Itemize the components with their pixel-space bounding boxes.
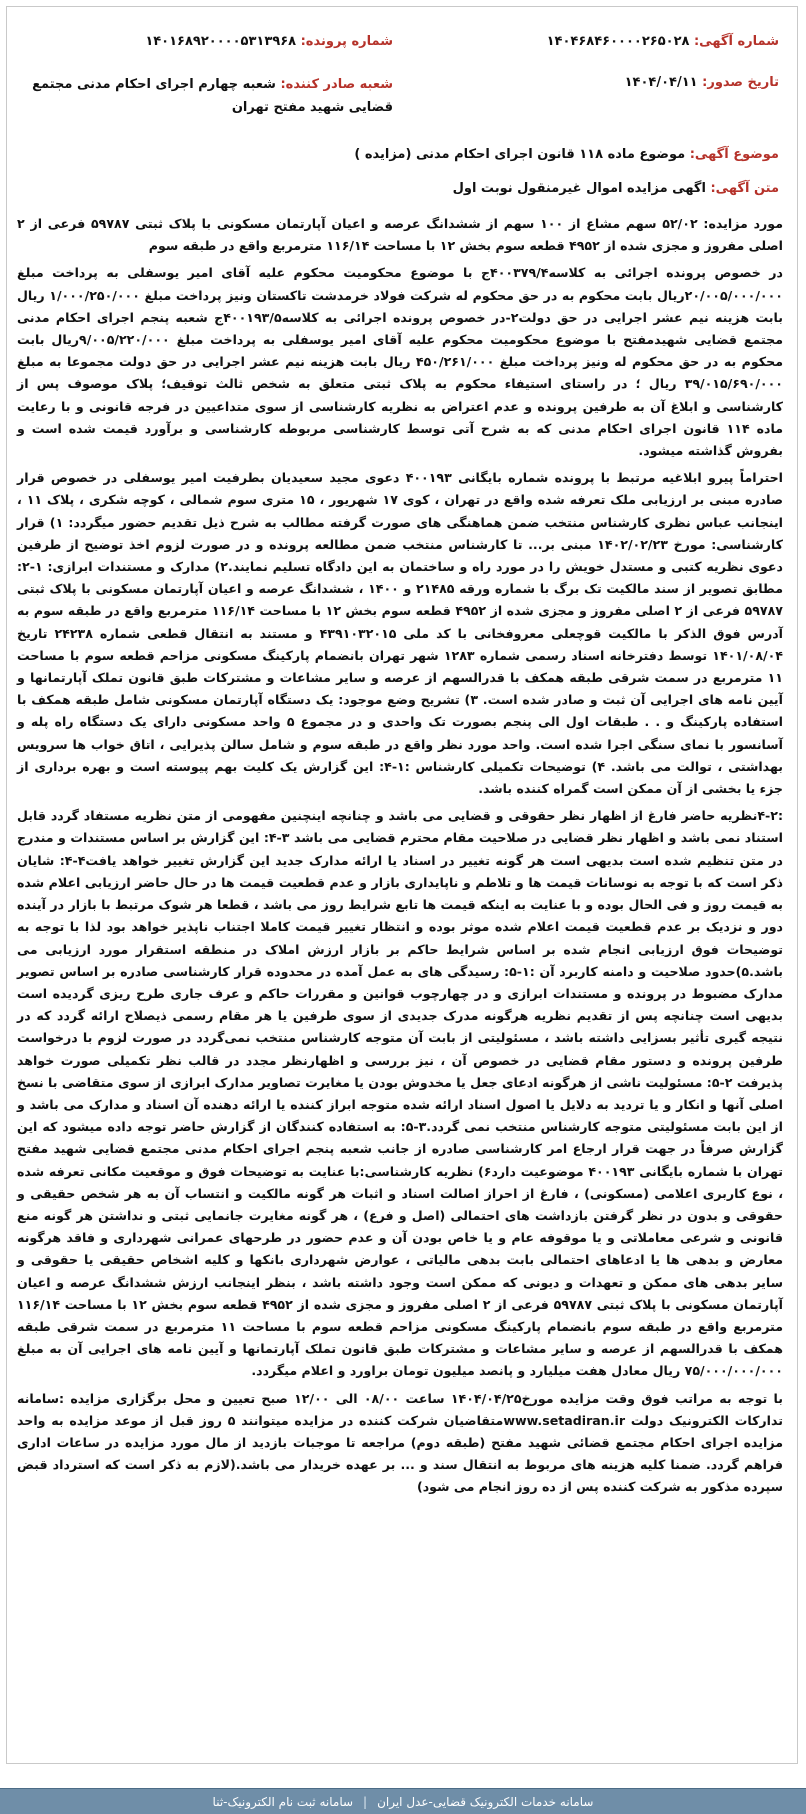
body-paragraph-item: مورد مزایده: ۵۲/۰۲ سهم مشاع از ۱۰۰ سهم از ششدانگ عرصه و اعیان آپارتمان مسکونی با پلاک ثبتی ۵۹۷۸۷ فرعی از ۲ اصلی مفروز و مجزی شده از ۴۹۵۲ قطعه سوم بخش ۱۲ با مساحت ۱۱۶/۱۴ مترمربع واقع در طبقه سوم xyxy=(17,216,783,254)
issuer xyxy=(13,73,393,119)
notice-text-title xyxy=(453,181,779,196)
issuer-label: شعبه صادر کننده: xyxy=(280,77,393,92)
notice-subject xyxy=(354,147,779,162)
subject-value: موضوع ماده ۱۱۸ قانون اجرای احکام مدنی (مزایده ) xyxy=(354,147,686,162)
body-paragraph-auction: با توجه به مراتب فوق وقت مزایده مورخ۱۴۰۴/۰۴/۲۵ ساعت ۰۸/۰۰ الی ۱۲/۰۰ صبح تعیین و محل برگزاری مزایده :سامانه تدارکات الکترونیک دولت www.setadiran.irمتقاضیان شرکت کننده در مزایده میتوانند ۵ روز قبل از موعد مزایده به واحد مزایده اجرای احکام مجتمع قضائی شهید مفتح (طبقه دوم) مراجعه تا موجبات بازدید از مال مورد مزایده در ساعات اداری فراهم گردد. ضمنا کلیه هزینه های مربوط به انتقال سند و ... بر عهده خریدار می باشد.(لازم به ذکر است که استرداد قبض سپرده مذکور به شرکت کننده پس از ده روز انجام می شود) xyxy=(17,1390,784,1495)
case-number xyxy=(145,34,393,49)
subject-label: موضوع آگهی: xyxy=(689,147,779,162)
notice-number xyxy=(547,34,779,49)
text-title-value: اگهی مزایده اموال غیرمنقول نوبت اول xyxy=(452,181,706,196)
notice-number-label: شماره آگهی: xyxy=(693,34,779,49)
text-label: متن آگهی: xyxy=(710,181,779,196)
body-paragraph-case: در خصوص پرونده اجرائی به کلاسه۴۰۰۳۷۹/۴ج با موضوع محکومیت محکوم علیه آقای امیر یوسفلی به پرداخت مبلغ ۲۰/۰۰۵/۰۰۰/۰۰۰ریال بابت محکوم به در حق محکوم له شرکت فولاد خرمدشت تاکستان ونیز پرداخت مبلغ ۱/۰۰۰/۲۵۰/۰۰۰ ریال بابت هزینه نیم عشر اجرایی در حق دولت۲-در خصوص پرونده اجرائی به کلاسه۴۰۰۱۹۳/۵ج شعبه پنجم اجرای احکام مدنی مجتمع قضایی شهیدمفتح با موضوع محکومیت محکوم علیه آقای امیر یوسفلی به پرداخت مبلغ ۹/۰۰۵/۲۲۰/۰۰۰ریال بابت محکوم به در حق محکوم له ونیز پرداخت مبلغ ۴۵۰/۲۶۱/۰۰۰ ریال بابت هزینه نیم عشر اجرایی در حق دولت مجموعا به مبلغ ۳۹/۰۱۵/۶۹۰/۰۰۰ ریال ؛ در راستای استیفاء محکوم به پلاک ثبتی متعلق به شخص ثالث توقیف؛ پلاک موصوف پس از کارشناسی و ابلاغ آن به طرفین پرونده و عدم اعتراض به نظریه کارشناسی از سوی متداعیین در فرجه قانونی و با رعایت ماده ۱۱۴ قانون اجرای احکام مدنی که به شرح آتی توسط کارشناسی مربوطه کارشناسی و برآورد قیمت شده است و بفروش گذاشته میشود. xyxy=(17,265,783,459)
issue-date xyxy=(625,75,779,90)
body-paragraph-report: احتراماً پیرو ابلاغیه مرتبط با پرونده شماره بایگانی ۴۰۰۱۹۳ دعوی مجید سعیدیان بطرفیت امیر یوسفلی در خصوص قرار صادره مبنی بر ارزیابی ملک تعرفه شده واقع در تهران ، کوی ۱۷ شهریور ، ۱۵ متری سوم شمالی ، کوچه شکری ، پلاک ۱۱ ، اینجانب عباس نظری کارشناس منتخب ضمن هماهنگی های صورت گرفته مطالب به شرح ذیل تقدیم حضور میگردد: ۱) قرار کارشناسی: مورخ ۱۴۰۲/۰۲/۲۳ مبنی بر... تا کارشناس منتخب ضمن مطالعه پرونده و در صورت لزوم اخذ توضیح از طرفین دعوی نظریه کتبی و مستدل خویش را در مورد راه و ساختمان به این دادگاه تسلیم نمایند.۲) مدارک و مستندات ابرازی: ۱-۲: مطابق تصویر از سند مالکیت تک برگ با شماره ورقه ۲۱۴۸۵ و ۱۴۰۰ ، ششدانگ عرصه و اعیان آپارتمان مسکونی با پلاک ثبتی ۵۹۷۸۷ فرعی از ۲ اصلی مفروز و مجزی شده از ۴۹۵۲ قطعه سوم بخش ۱۲ با مساحت ۱۱۶/۱۴ مترمربع واقع در طبقه سوم به آدرس فوق الذکر با مالکیت قوچعلی معروفخانی با کد ملی ۴۳۹۱۰۳۲۰۱۵ و مستند به انتقال قطعی شماره ۲۴۲۳۸ تاریخ ۱۴۰۱/۰۸/۰۴ توسط دفترخانه اسناد رسمی شماره ۱۲۸۳ شهر تهران بانضمام پارکینگ مسکونی مزاحم قطعه سوم با مساحت ۱۱ مترمربع در سمت شرقی طبقه همکف با قدرالسهم از عرصه و سایر مشاعات و مشترکات طبق قانون تملک آپارتمانها و آیین نامه های اجرایی آن ثبت و صادر شده است. ۳) تشریح وضع موجود: یک دستگاه آپارتمان مسکونی شامل طبقه همکف با استفاده پارکینگ و . . طبقات اول الی پنجم بصورت تک واحدی و در مجموع ۵ واحد مسکونی دارای یک دستگاه راه پله و آسانسور با نمای سنگی اجرا شده است. واحد مورد نظر واقع در طبقه سوم و شامل سالن پذیرایی ، اتاق خواب ها سرویس بهداشتی ، توالت می باشد. ۴) توضیحات تکمیلی کارشناس :۱-۴: این گزارش یک کلیت بهم پیوسته است و بهره برداری از جزء یا بخشی از آن ممکن است گمراه کننده باشد. xyxy=(17,470,783,797)
notice-number-value: ۱۴۰۴۶۸۴۶۰۰۰۰۲۶۵۰۲۸ xyxy=(546,34,690,49)
footer-link-sana[interactable]: سامانه ثبت نام الکترونیک-ثنا xyxy=(212,1794,354,1809)
issue-date-label: تاریخ صدور: xyxy=(702,75,779,90)
body-paragraph-opinion: :۴-۲نظریه حاضر فارغ از اظهار نظر حقوقی و قضایی می باشد و چنانچه اینچنین مفهومی از متن نظریه مستفاد گردد قابل استناد نمی باشد و اظهار نظر قضایی در صلاحیت مقام محترم قضایی می باشد ۳-۴: این گزارش بر اساس مستندات و مندرج در متن تنظیم شده است بدیهی است هر گونه تغییر در اسناد یا ارائه مدارک جدید این گزارش تغییر خواهد یافت۴-۴: شایان ذکر است که با توجه به نوسانات قیمت ها و تلاطم و ناپایداری بازار و عدم قطعیت قیمت ها در حال حاضر ارزیابی اعلام شده به قیمت روز و فی الحال بوده و با عنایت به اینکه قیمت ها تابع شرایط روز می باشد ، قطعا هر شوک مرتبط با بازار در آینده دور و نزدیک بر عدم قطعیت قیمت اعلام شده موثر بوده و انتظار تغییر قیمت کاملا اجتناب ناپذیر خواهد بود لذا با توجه به توضیحات فوق ارزیابی انجام شده بر اساس شرایط حاکم بر بازار ارزش املاک در منطقه استقرار مورد ارزیابی می باشد.۵)حدود صلاحیت و دامنه کاربرد آن :۱-۵: رسیدگی های به عمل آمده در محدوده قرار کارشناسی صادره بر اساس تصویر مدارک مضبوط در پرونده و مستندات ابرازی و در چهارچوب قوانین و مقررات حاکم و عرف جاری طرح ریزی گردیده است بدیهی است چنانچه پس از تقدیم نظریه هرگونه مدرک جدیدی از سوی طرفین یا هر مقام رسمی ذیصلاح ارائه گردد که در نتیجه گیری تأثیر بسزایی داشته باشد ، مسئولیتی از بابت آن متوجه کارشناس منتخب نمی‌گردد در صورت لزوم با درخواست طرفین پرونده و دستور مقام قضایی در خصوص آن ، نیز بررسی و اظهارنظر مجدد در قالب نظر تکمیلی صورت خواهد پذیرفت ۲-۵: مسئولیت ناشی از هرگونه ادعای جعل یا مخدوش بودن یا مغایرت تصاویر مدارک ابرازی از سوی متقاضی با نسخ اصلی آنها و انکار و یا تردید به دلایل یا اصول اسناد ارائه شده متوجه ابراز کننده یا ارائه دهنده آن اسناد و مدارک می باشد و از این بابت مسئولیتی متوجه کارشناس منتخب نمی گردد.۳-۵: به استفاده کنندگان از گزارش حاضر توجه داده میشود که این گزارش صرفاً در جهت قرار ارجاع امر کارشناسی صادره از جانب شعبه پنجم اجرای احکام مدنی مجتمع قضایی شهید مفتح تهران با شماره بایگانی ۴۰۰۱۹۳ موضوعیت دارد۶) نظریه کارشناسی:با عنایت به توضیحات فوق و موقعیت مکانی تعرفه شده ، نوع کاربری اعلامی (مسکونی) ، فارغ از احراز اصالت اسناد و اثبات هر گونه مالکیت و انتساب آن به هر شخص حقیقی و حقوقی و بدون در نظر گرفتن بازداشت های احتمالی (اصل و فرع) ، هر گونه مغایرت جانمایی ثبتی و نداشتن هر گونه منع قانونی و شرعی معاملاتی و یا موقوفه عام و یا خاص بودن آن و عدم حضور در طرحهای عمرانی شهرداری و فاقد هرگونه معارض و بدهی ها یا ادعاهای احتمالی بابت بدهی مالیاتی ، عوارض شهرداری بانکها و کلیه اشخاص حقیقی یا حقوقی و سایر بدهی های ممکن و تعهدات و دیونی که ممکن است وجود داشته باشد ، بنظر اینجانب ارزش ششدانگ عرصه و اعیان آپارتمان مسکونی با پلاک ثبتی ۵۹۷۸۷ فرعی از ۲ اصلی مفروز و مجزی شده از ۴۹۵۲ قطعه سوم بخش ۱۲ با مساحت ۱۱۶/۱۴ مترمربع واقع در طبقه سوم بانضمام پارکینگ مسکونی مزاحم قطعه سوم با مساحت ۱۱ مترمربع در سمت شرقی طبقه همکف با قدرالسهم از عرصه و سایر مشاعات و مشترکات طبق قانون تملک آپارتمانها و آیین نامه های اجرایی آن به مبلغ ۷۵/۰۰۰/۰۰۰/۰۰۰ ریال معادل هفت میلیارد و پانصد میلیون تومان براورد و اعلام میگردد. xyxy=(17,808,784,1379)
notice-page xyxy=(6,6,798,1764)
notice-body xyxy=(17,213,783,1504)
issuer-value: شعبه چهارم اجرای احکام مدنی مجتمع قضایی شهید مفتح تهران xyxy=(32,77,393,115)
case-number-value: ۱۴۰۱۶۸۹۲۰۰۰۰۵۳۱۳۹۶۸ xyxy=(145,34,297,49)
issue-date-value: ۱۴۰۴/۰۴/۱۱ xyxy=(624,75,698,90)
footer-separator: | xyxy=(363,1794,368,1809)
footer-bar xyxy=(0,1788,806,1814)
case-number-label: شماره پرونده: xyxy=(300,34,393,49)
footer-link-adliran[interactable]: سامانه خدمات الکترونیک قضایی-عدل ایران xyxy=(377,1794,594,1809)
